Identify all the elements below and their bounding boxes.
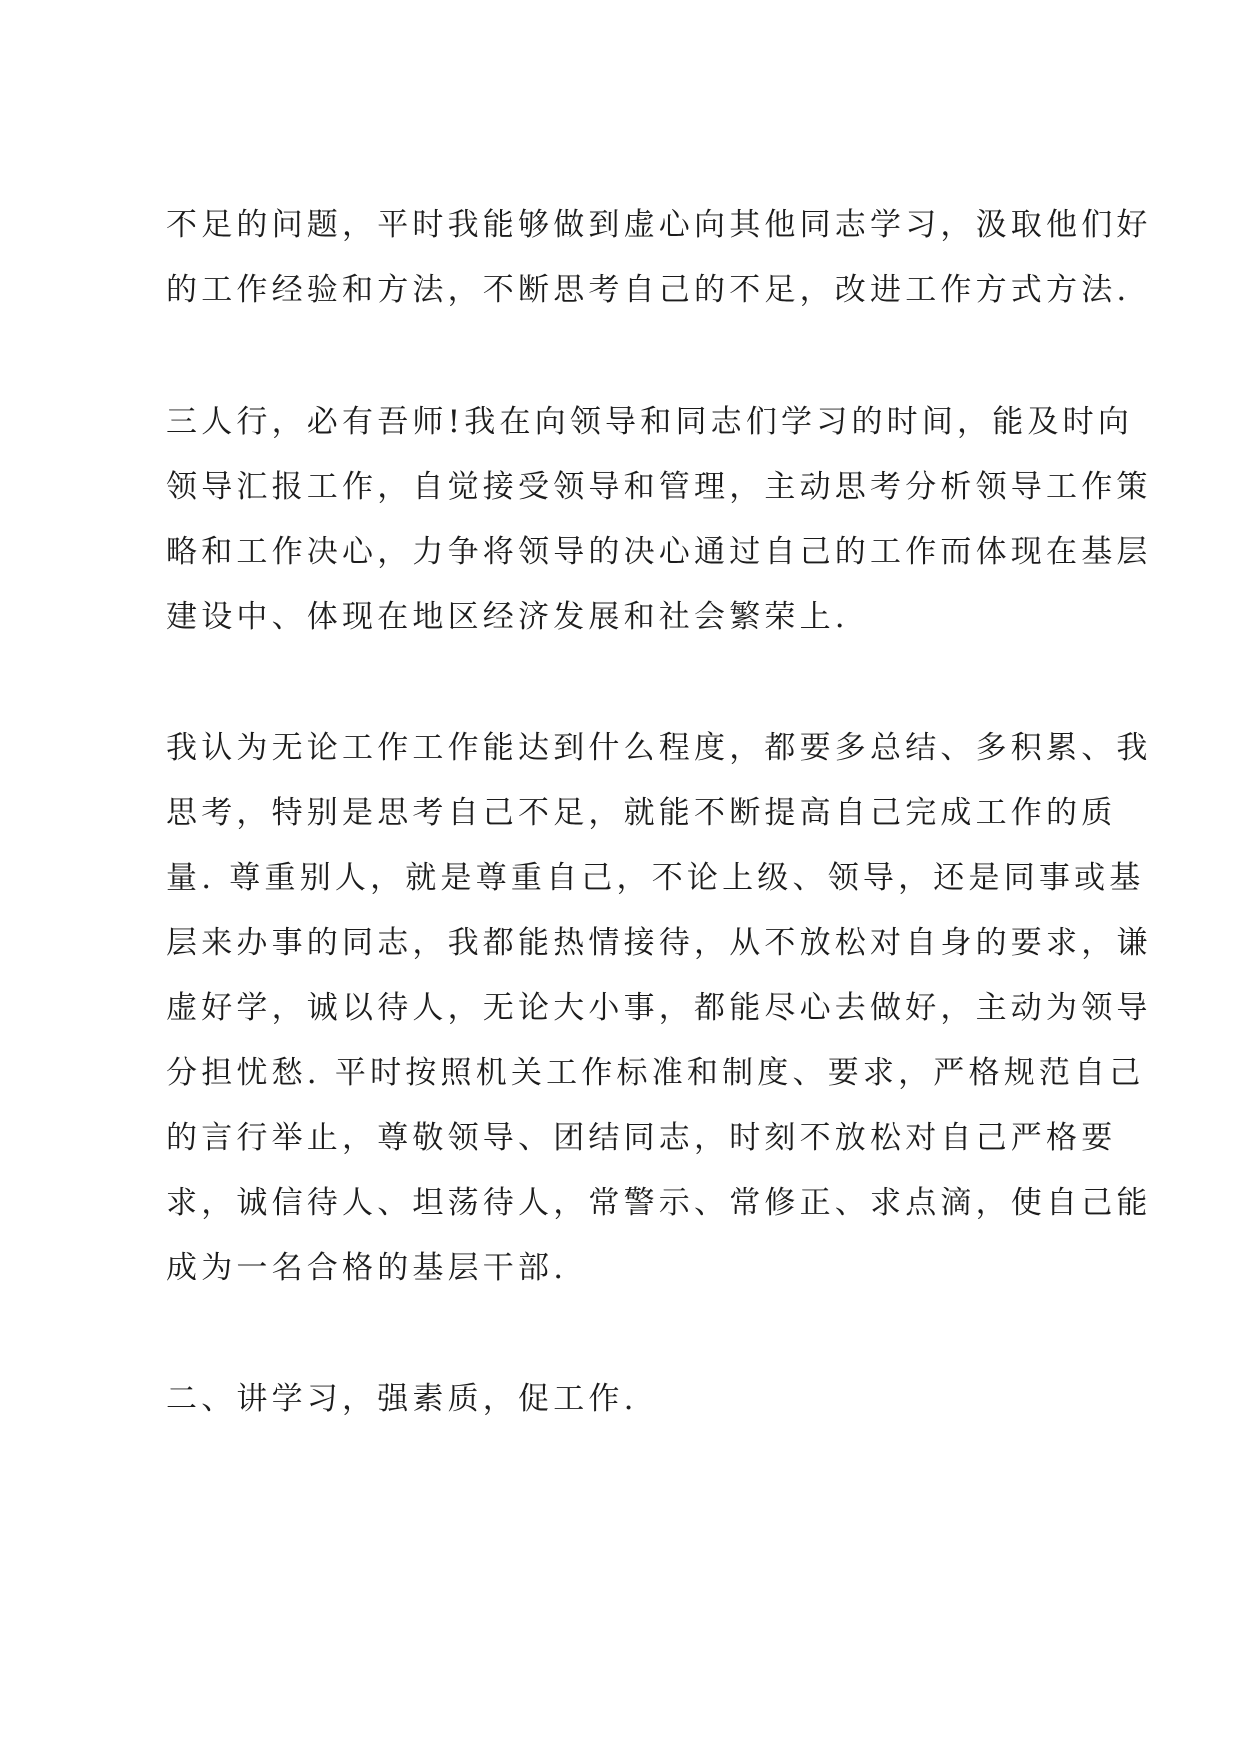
text-line: 的工作经验和方法，不断思考自己的不足，改进工作方式方法. [166, 272, 1131, 308]
text-line: 的言行举止，尊敬领导、团结同志，时刻不放松对自己严格要 [166, 1120, 1117, 1156]
text-line: 不足的问题，平时我能够做到虚心向其他同志学习，汲取他们好 [166, 207, 1152, 243]
text-line: 略和工作决心，力争将领导的决心通过自己的工作而体现在基层 [166, 534, 1152, 570]
text-line: 三人行，必有吾师!我在向领导和同志们学习的时间，能及时向 [166, 404, 1134, 440]
heading-text: 二、讲学习，强素质，促工作. [166, 1381, 638, 1417]
text-line: 求，诚信待人、坦荡待人，常警示、常修正、求点滴，使自己能 [166, 1185, 1152, 1221]
text-line: 思考，特别是思考自己不足，就能不断提高自己完成工作的质 [166, 795, 1117, 831]
text-line: 成为一名合格的基层干部. [166, 1250, 568, 1286]
text-line: 领导汇报工作，自觉接受领导和管理，主动思考分析领导工作策 [166, 469, 1152, 505]
text-line: 建设中、体现在地区经济发展和社会繁荣上. [166, 599, 849, 635]
text-line: 分担忧愁. 平时按照机关工作标准和制度、要求，严格规范自己 [166, 1055, 1145, 1091]
text-line: 我认为无论工作工作能达到什么程度，都要多总结、多积累、我 [166, 730, 1152, 766]
text-line: 量. 尊重别人，就是尊重自己，不论上级、领导，还是同事或基 [166, 860, 1145, 896]
text-line: 层来办事的同志，我都能热情接待，从不放松对自身的要求，谦 [166, 925, 1152, 961]
text-line: 虚好学，诚以待人，无论大小事，都能尽心去做好，主动为领导 [166, 990, 1152, 1026]
